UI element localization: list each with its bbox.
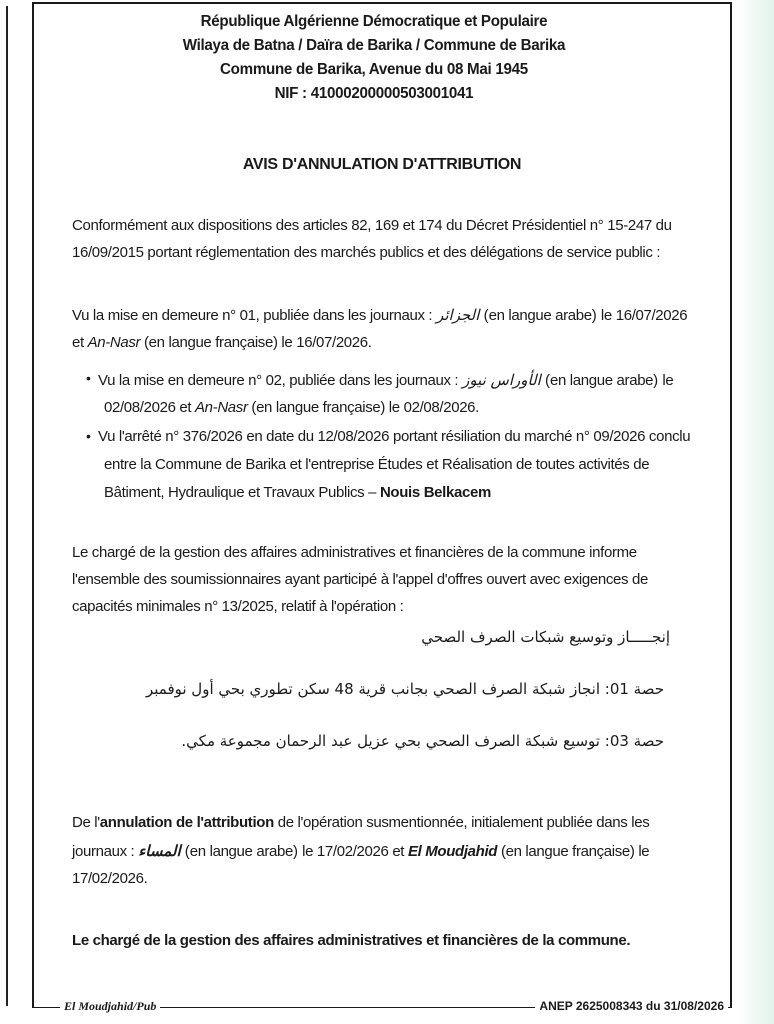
vu-1-text-a: Vu la mise en demeure n° 01, publiée dans les journaux :	[72, 307, 433, 324]
bullet-dot-2: •	[86, 428, 91, 444]
header-line-wilaya: Wilaya de Batna / Daïra de Barika / Commune de Barika	[182, 37, 566, 54]
vu-1-text-b: (en langue arabe) le 16/07/2026	[483, 307, 688, 324]
notice-title: AVIS D'ANNULATION D'ATTRIBUTION	[242, 156, 522, 173]
signature-line: Le chargé de la gestion des affaires administratives et financières de la commune.	[72, 932, 631, 949]
journal-el-moudjahid: El Moudjahid	[407, 843, 498, 860]
footer-anep-reference: ANEP 2625008343 du 31/08/2026	[535, 999, 728, 1013]
cancel-l2-mid: (en langue arabe) le 17/02/2026 et	[184, 843, 405, 860]
bullet-1-line-1	[98, 367, 673, 394]
footer-publisher: El Moudjahid/Pub	[60, 999, 160, 1014]
operation-lot-03-ar: حصة 03: توسيع شبكة الصرف الصحي بحي عزيل عبد الرحمان مجموعة مكي.	[181, 732, 664, 750]
cancel-line-3: 17/02/2026.	[72, 870, 148, 887]
inform-line-1: Le chargé de la gestion des affaires administratives et financières de la commune informe	[72, 544, 637, 561]
cancel-text-pre: De l'	[72, 814, 100, 831]
adjacent-column-rule	[6, 6, 8, 1006]
inform-line-3: capacités minimales n° 13/2025, relatif à l'opération :	[72, 598, 404, 615]
bullet-1-text-b: (en langue arabe) le	[545, 372, 674, 389]
bullet-1-text-a: Vu la mise en demeure n° 02, publiée dans les journaux :	[98, 372, 459, 389]
journal-el-aouras-news-ar: الأوراس نيوز	[462, 371, 541, 389]
bullet-1-text-c-pre: 02/08/2026 et	[104, 399, 192, 416]
contractor-name: Nouis Belkacem	[379, 484, 491, 501]
bullet-2-text-pre: Bâtiment, Hydraulique et Travaux Publics –	[104, 484, 377, 501]
notice-header	[32, 10, 732, 106]
vu-1-line-2	[72, 330, 372, 356]
cancel-text-bold: annulation de l'attribution	[99, 814, 274, 831]
operation-title-ar: إنجـــــاز وتوسيع شبكات الصرف الصحي	[421, 628, 670, 646]
bullet-2-line-2: entre la Commune de Barika et l'entreprise Études et Réalisation de toutes activités de	[104, 456, 650, 473]
cancel-l2-pre: journaux :	[72, 843, 135, 860]
cancel-line-2	[72, 838, 649, 865]
intro-line-2: 16/09/2015 portant réglementation des marchés publics et des délégations de service public :	[72, 244, 661, 261]
journal-an-nasr: An-Nasr	[87, 334, 141, 351]
bullet-dot-1: •	[86, 370, 91, 386]
journal-el-massa-ar: المساء	[138, 842, 181, 860]
vu-1-text-c-post: (en langue française) le 16/07/2026.	[144, 334, 372, 351]
cancel-text-post: de l'opération susmentionnée, initialement publiée dans les	[277, 814, 650, 831]
vu-1-text-c-pre: et	[72, 334, 84, 351]
header-line-nif: NIF : 410002000005030010​41	[274, 85, 474, 102]
journal-el-djazair-ar: الجزائر	[436, 306, 480, 324]
header-line-republic: République Algérienne Démocratique et Populaire	[200, 13, 548, 30]
bullet-1-line-2	[104, 395, 479, 421]
bullet-1-text-c-post: (en langue française) le 02/08/2026.	[251, 399, 479, 416]
vu-1-line-1	[72, 302, 687, 329]
intro-line-1: Conformément aux dispositions des articles 82, 169 et 174 du Décret Présidentiel n° 15-247 du	[72, 217, 672, 234]
operation-lot-01-ar: حصة 01: انجاز شبكة الصرف الصحي بجانب قرية 48 سكن تطوري بحي أول نوفمبر	[145, 680, 664, 698]
cancel-line-1	[72, 810, 649, 836]
cancel-l2-post: (en langue française) le	[500, 843, 650, 860]
inform-line-2: l'ensemble des soumissionnaires ayant participé à l'appel d'offres ouvert avec exigences de	[72, 571, 648, 588]
journal-an-nasr-2: An-Nasr	[195, 399, 248, 416]
bullet-2-line-1: Vu l'arrêté n° 376/2026 en date du 12/08/2026 portant résiliation du marché n° 09/2026 conclu	[98, 428, 691, 445]
header-line-address: Commune de Barika, Avenue du 08 Mai 1945	[220, 61, 528, 78]
scan-edge	[738, 0, 774, 1024]
bullet-2-line-3	[104, 480, 491, 506]
